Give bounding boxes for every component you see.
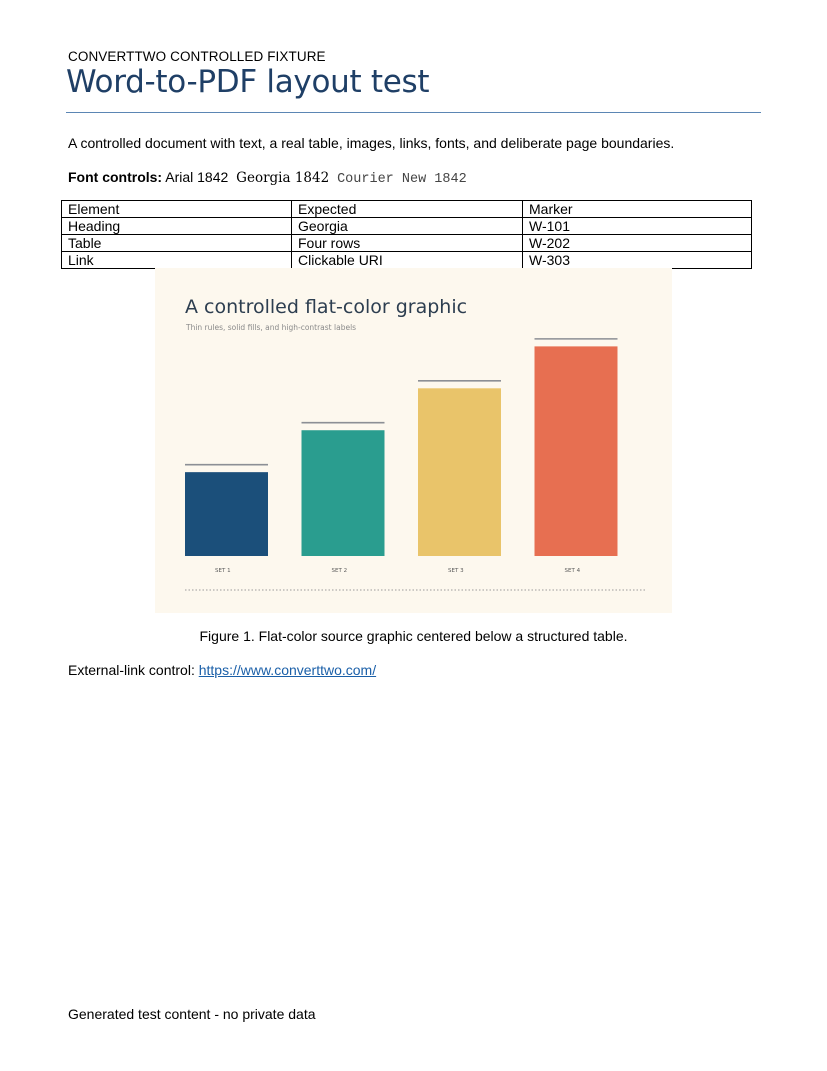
chart-bar <box>302 430 385 556</box>
table-cell: Georgia <box>292 218 523 235</box>
external-link[interactable]: https://www.converttwo.com/ <box>198 662 377 678</box>
table-header-row <box>62 201 752 218</box>
document-title: Word-to-PDF layout test <box>66 64 430 100</box>
bar-chart <box>155 268 672 613</box>
font-sample-arial: Arial 1842 <box>165 169 229 185</box>
table-cell: Heading <box>62 218 292 235</box>
table-cell: Link <box>62 252 292 269</box>
table-header-cell: Expected <box>292 201 523 218</box>
table-row <box>62 218 752 235</box>
font-controls-label: Font controls: <box>68 169 163 185</box>
chart-category-label: SET 1 <box>215 568 231 574</box>
font-sample-courier: Courier New 1842 <box>337 172 467 187</box>
figure-image <box>155 268 672 613</box>
table-header-cell: Marker <box>523 201 752 218</box>
figure-caption: Figure 1. Flat-color source graphic centered below a structured table. <box>199 628 628 644</box>
title-rule <box>66 112 761 113</box>
font-controls <box>68 169 467 187</box>
table-row <box>62 252 752 269</box>
table-row <box>62 235 752 252</box>
table-header-cell: Element <box>62 201 292 218</box>
page-footer: Generated test content - no private data <box>68 1006 316 1022</box>
intro-paragraph: A controlled document with text, a real table, images, links, fonts, and deliberate page boundaries. <box>68 135 675 151</box>
table-cell: Clickable URI <box>292 252 523 269</box>
table-cell: Four rows <box>292 235 523 252</box>
font-sample-georgia: Georgia 1842 <box>236 170 330 186</box>
table-cell: W-303 <box>523 252 752 269</box>
table-cell: W-202 <box>523 235 752 252</box>
table-cell: W-101 <box>523 218 752 235</box>
chart-category-label: SET 2 <box>331 568 348 574</box>
document-overline: CONVERTTWO CONTROLLED FIXTURE <box>68 49 326 64</box>
chart-subtitle: Thin rules, solid fills, and high-contrast labels <box>186 323 357 332</box>
chart-bar <box>418 388 501 556</box>
table-cell: Table <box>62 235 292 252</box>
chart-bar <box>185 472 268 556</box>
element-table <box>61 200 752 269</box>
chart-category-label: SET 4 <box>564 568 581 574</box>
external-link-label: External-link control: <box>68 662 195 678</box>
chart-title: A controlled flat-color graphic <box>185 296 468 318</box>
chart-bar <box>535 346 618 556</box>
chart-category-label: SET 3 <box>448 568 464 574</box>
external-link-line <box>68 662 376 678</box>
